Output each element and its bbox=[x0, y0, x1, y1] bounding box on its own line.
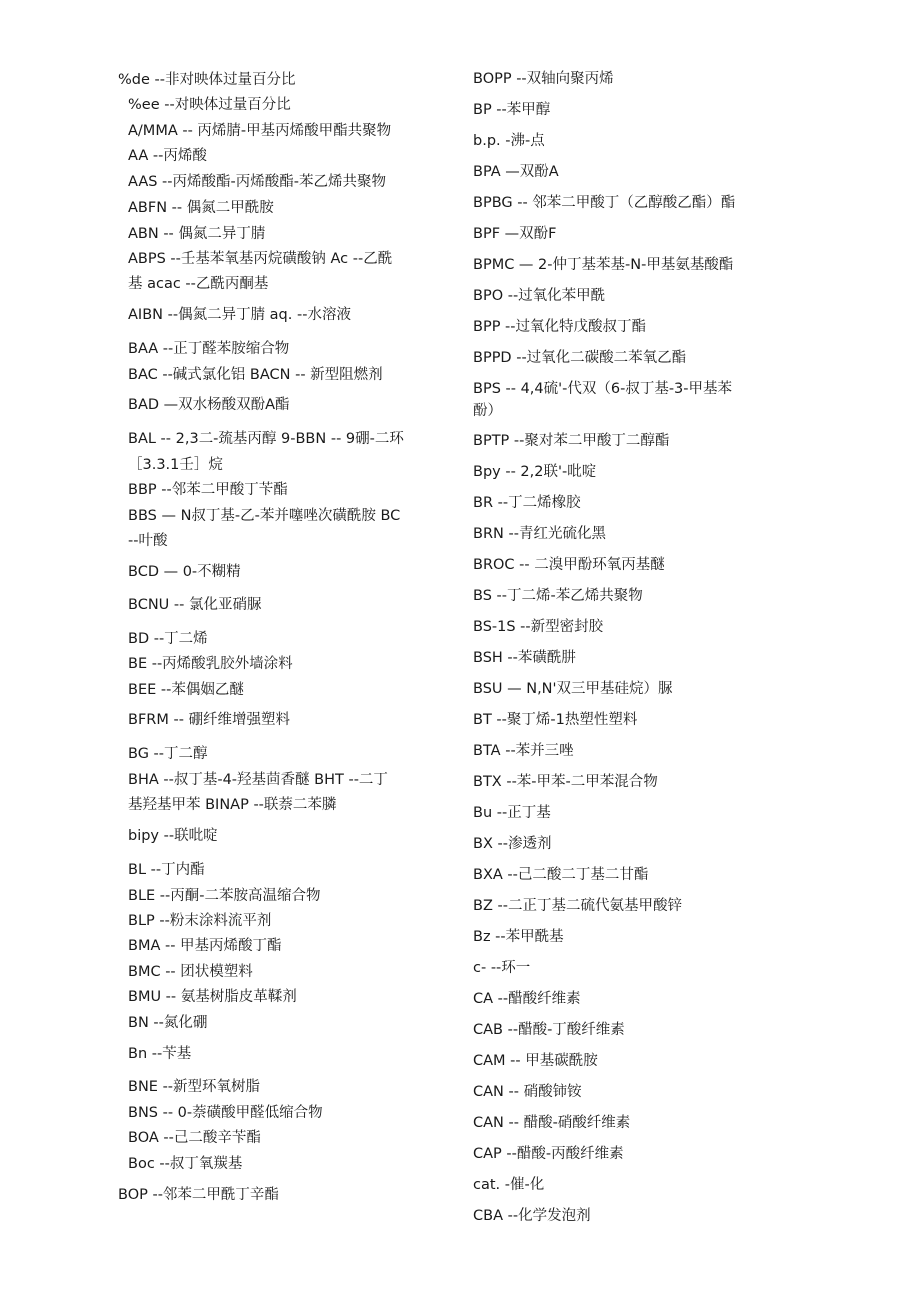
left-column-entry: Bn --苄基 bbox=[128, 1046, 192, 1062]
right-column-entry: BSU — N,N'双三甲基硅烷）脲 bbox=[473, 681, 673, 697]
left-column-entry: BLP --粉末涂料流平剂 bbox=[128, 913, 272, 929]
left-column-entry: BNS -- 0-萘磺酸甲醛低缩合物 bbox=[128, 1105, 323, 1121]
left-column-entry: 基羟基甲苯 BINAP --联萘二苯膦 bbox=[128, 797, 337, 813]
right-column-entry: BPBG -- 邻苯二甲酸丁（乙醇酸乙酯）酯 bbox=[473, 195, 736, 211]
right-column-entry: CAN -- 醋酸-硝酸纤维素 bbox=[473, 1115, 631, 1131]
left-column-entry: BHA --叔丁基-4-羟基茴香醚 BHT --二丁 bbox=[128, 772, 388, 788]
left-column-entry: ［3.3.1壬］烷 bbox=[128, 457, 223, 473]
right-column-entry: BS --丁二烯-苯乙烯共聚物 bbox=[473, 588, 643, 604]
left-column-entry: BAA --正丁醛苯胺缩合物 bbox=[128, 341, 290, 357]
left-column-entry: BMC -- 团状模塑料 bbox=[128, 964, 253, 980]
right-column-entry: BXA --己二酸二丁基二甘酯 bbox=[473, 867, 649, 883]
right-column-entry: CBA --化学发泡剂 bbox=[473, 1208, 591, 1224]
right-column-entry: BOPP --双轴向聚丙烯 bbox=[473, 71, 614, 87]
left-column-entry: BAC --碱式氯化铝 BACN -- 新型阻燃剂 bbox=[128, 367, 383, 383]
left-column-entry: BD --丁二烯 bbox=[128, 631, 208, 647]
left-column-entry: AIBN --偶氮二异丁腈 aq. --水溶液 bbox=[128, 307, 351, 323]
left-column-entry: BEE --苯偶姻乙醚 bbox=[128, 682, 244, 698]
right-column-entry: BP --苯甲醇 bbox=[473, 102, 551, 118]
right-column-entry: BX --渗透剂 bbox=[473, 836, 552, 852]
right-column-entry: BSH --苯磺酰肼 bbox=[473, 650, 576, 666]
left-column-entry: 基 acac --乙酰丙酮基 bbox=[128, 276, 269, 292]
right-column-entry: c- --环一 bbox=[473, 960, 531, 976]
left-column-entry: BCD — 0-不糊精 bbox=[128, 564, 241, 580]
right-column-entry: BRN --青红光硫化黑 bbox=[473, 526, 606, 542]
right-column-entry: BR --丁二烯橡胶 bbox=[473, 495, 581, 511]
right-column-entry: BPPD --过氧化二碳酸二苯氧乙酯 bbox=[473, 350, 687, 366]
right-column-entry: BROC -- 二溴甲酚环氧丙基醚 bbox=[473, 557, 665, 573]
right-column-entry: BPTP --聚对苯二甲酸丁二醇酯 bbox=[473, 433, 670, 449]
right-column-entry: BPF —双酚F bbox=[473, 226, 557, 242]
right-column-entry: BT --聚丁烯-1热塑性塑料 bbox=[473, 712, 638, 728]
left-column-entry: BMU -- 氨基树脂皮革鞣剂 bbox=[128, 989, 297, 1005]
right-column-entry: Bpy -- 2,2联'-吡啶 bbox=[473, 464, 597, 480]
left-column-entry: BE --丙烯酸乳胶外墙涂料 bbox=[128, 656, 293, 672]
left-column-entry: BL --丁内酯 bbox=[128, 862, 205, 878]
left-column-entry: ABPS --壬基苯氧基丙烷磺酸钠 Ac --乙酰 bbox=[128, 251, 393, 267]
right-column-entry: CA --醋酸纤维素 bbox=[473, 991, 581, 1007]
left-column-entry: BMA -- 甲基丙烯酸丁酯 bbox=[128, 938, 282, 954]
right-column-entry: BPP --过氧化特戊酸叔丁酯 bbox=[473, 319, 647, 335]
right-column-entry: BPA —双酚A bbox=[473, 164, 559, 180]
left-column-entry: %ee --对映体过量百分比 bbox=[128, 97, 291, 113]
left-column-entry: Boc --叔丁氧羰基 bbox=[128, 1156, 243, 1172]
left-column-entry: AAS --丙烯酸酯-丙烯酸酯-苯乙烯共聚物 bbox=[128, 174, 386, 190]
right-column-entry: b.p. -沸-点 bbox=[473, 133, 545, 149]
left-column-entry: BOP --邻苯二甲酰丁辛酯 bbox=[118, 1187, 279, 1203]
right-column-entry: BTX --苯-甲苯-二甲苯混合物 bbox=[473, 774, 658, 790]
right-column-entry: CAM -- 甲基碳酰胺 bbox=[473, 1053, 598, 1069]
left-column-entry: BBS — N叔丁基-乙-苯并噻唑次磺酰胺 BC bbox=[128, 508, 401, 524]
right-column-entry: 酚） bbox=[473, 403, 502, 419]
right-column-entry: BS-1S --新型密封胶 bbox=[473, 619, 604, 635]
right-column-entry: Bz --苯甲酰基 bbox=[473, 929, 564, 945]
left-column-entry: BAL -- 2,3二-巯基丙醇 9-BBN -- 9硼-二环 bbox=[128, 431, 404, 447]
left-column-entry: BOA --己二酸辛苄酯 bbox=[128, 1130, 261, 1146]
right-column-entry: CAB --醋酸-丁酸纤维素 bbox=[473, 1022, 625, 1038]
left-column-entry: BCNU -- 氯化亚硝脲 bbox=[128, 597, 262, 613]
left-column-entry: bipy --联吡啶 bbox=[128, 828, 218, 844]
right-column-entry: cat. -催-化 bbox=[473, 1177, 545, 1193]
left-column-entry: %de --非对映体过量百分比 bbox=[118, 72, 296, 88]
right-column-entry: BZ --二正丁基二硫代氨基甲酸锌 bbox=[473, 898, 682, 914]
left-column-entry: AA --丙烯酸 bbox=[128, 148, 207, 164]
left-column-entry: BLE --丙酮-二苯胺高温缩合物 bbox=[128, 888, 321, 904]
right-column-entry: BPMC — 2-仲丁基苯基-N-甲基氨基酸酯 bbox=[473, 257, 734, 273]
left-column-entry: BNE --新型环氧树脂 bbox=[128, 1079, 261, 1095]
left-column-entry: --叶酸 bbox=[128, 533, 168, 549]
left-column-entry: BN --氮化硼 bbox=[128, 1015, 208, 1031]
right-column-entry: CAN -- 硝酸铈铵 bbox=[473, 1084, 582, 1100]
right-column-entry: BTA --苯并三唑 bbox=[473, 743, 574, 759]
left-column-entry: BG --丁二醇 bbox=[128, 746, 208, 762]
left-column-entry: ABFN -- 偶氮二甲酰胺 bbox=[128, 200, 274, 216]
right-column-entry: CAP --醋酸-丙酸纤维素 bbox=[473, 1146, 624, 1162]
right-column-entry: Bu --正丁基 bbox=[473, 805, 551, 821]
left-column-entry: ABN -- 偶氮二异丁腈 bbox=[128, 226, 266, 242]
left-column-entry: A/MMA -- 丙烯腈-甲基丙烯酸甲酯共聚物 bbox=[128, 123, 392, 139]
right-column-entry: BPO --过氧化苯甲酰 bbox=[473, 288, 606, 304]
right-column-entry: BPS -- 4,4硫'-代双（6-叔丁基-3-甲基苯 bbox=[473, 381, 733, 397]
left-column-entry: BAD —双水杨酸双酚A酯 bbox=[128, 397, 290, 413]
left-column-entry: BBP --邻苯二甲酸丁苄酯 bbox=[128, 482, 288, 498]
left-column-entry: BFRM -- 硼纤维增强塑料 bbox=[128, 712, 291, 728]
